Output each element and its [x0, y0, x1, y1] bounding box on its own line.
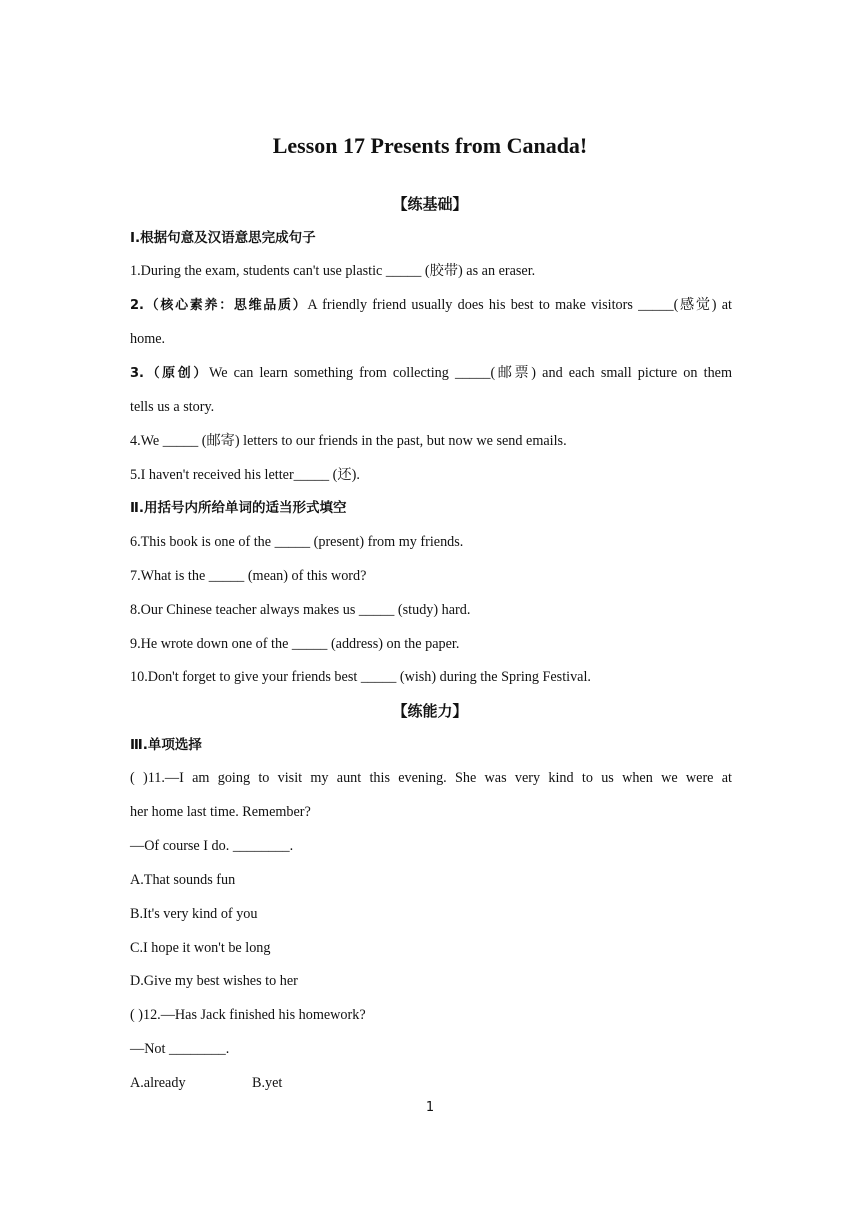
- question-2-line-2: home.: [130, 331, 166, 347]
- question-2-line-1: [130, 294, 732, 317]
- question-11-option-d: D.Give my best wishes to her: [130, 973, 298, 989]
- question-12-options: [130, 1072, 732, 1094]
- question-10: 10.Don't forget to give your friends best _____ (wish) during the Spring Festival.: [130, 669, 591, 685]
- question-3-tag: 3.（原创）: [130, 366, 209, 381]
- question-5: 5.I haven't received his letter_____ (还).: [130, 467, 360, 483]
- question-1: 1.During the exam, students can't use plastic _____ (胶带) as an eraser.: [130, 263, 536, 279]
- section-heading-basics: 【练基础】: [392, 195, 468, 213]
- question-6: 6.This book is one of the _____ (present) from my friends.: [130, 534, 464, 550]
- question-4: 4.We _____ (邮寄) letters to our friends in the past, but now we send emails.: [130, 433, 567, 449]
- section-heading-ability: 【练能力】: [392, 702, 468, 720]
- question-9: 9.He wrote down one of the _____ (address) on the paper.: [130, 636, 460, 652]
- question-12-reply: —Not ________.: [130, 1041, 230, 1057]
- part-heading-1: Ⅰ.根据句意及汉语意思完成句子: [130, 230, 316, 246]
- question-3-text: We can learn something from collecting _____(邮票) and each small picture on them: [208, 365, 733, 381]
- question-11-option-c: C.I hope it won't be long: [130, 940, 271, 956]
- question-11-option-a: A.That sounds fun: [130, 872, 236, 888]
- page-number: 1: [425, 1100, 435, 1115]
- question-2-text: A friendly friend usually does his best to make visitors _____(感觉) at: [307, 297, 732, 313]
- question-11-line-1: ( )11.—I am going to visit my aunt this evening. She was very kind to us when we were at: [130, 770, 732, 786]
- question-7: 7.What is the _____ (mean) of this word?: [130, 568, 367, 584]
- question-12-option-b: B.yet: [252, 1075, 283, 1091]
- question-3-line-1: [130, 362, 732, 385]
- question-11-reply: —Of course I do. ________.: [130, 838, 294, 854]
- question-11-option-b: B.It's very kind of you: [130, 906, 258, 922]
- question-8: 8.Our Chinese teacher always makes us _____ (study) hard.: [130, 602, 471, 618]
- question-12-line-1: ( )12.—Has Jack finished his homework?: [130, 1007, 366, 1023]
- part-heading-3: Ⅲ.单项选择: [130, 737, 202, 753]
- question-12-option-a: A.already: [130, 1075, 186, 1091]
- question-3-line-2: tells us a story.: [130, 399, 215, 415]
- question-2-tag: 2.（核心素养：思维品质）: [130, 298, 308, 313]
- page-title: Lesson 17 Presents from Canada!: [272, 133, 588, 158]
- part-heading-2: Ⅱ.用括号内所给单词的适当形式填空: [130, 500, 347, 516]
- question-11-line-2: her home last time. Remember?: [130, 804, 311, 820]
